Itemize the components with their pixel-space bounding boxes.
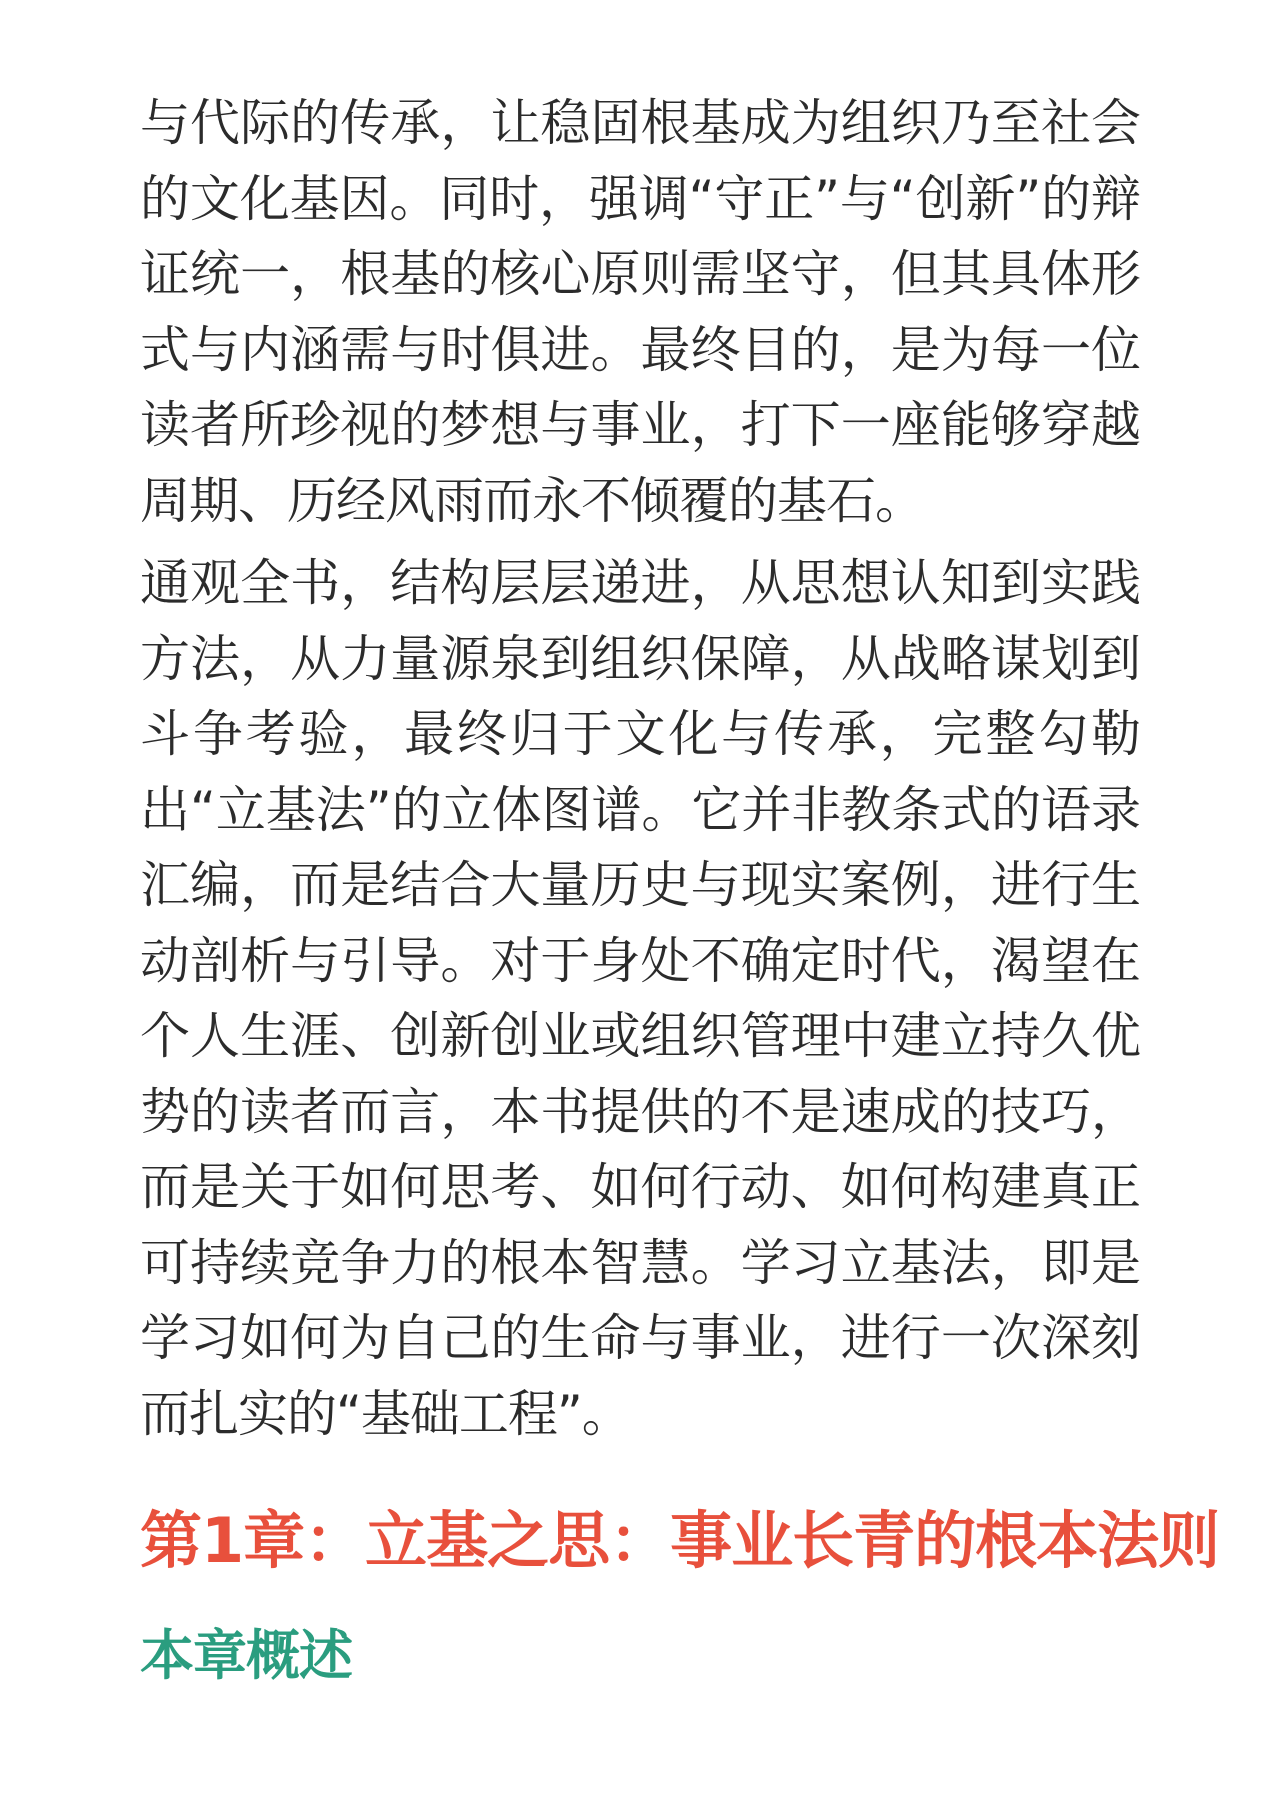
section-title: 本章概述 bbox=[140, 1624, 352, 1687]
chapter-title: 第1章：立基之思：事业长青的根本法则 bbox=[140, 1504, 1220, 1577]
body-paragraph-1: 与代际的传承，让稳固根基成为组织乃至社会的文化基因。同时，强调“守正”与“创新”的辩证统一，根基的核心原则需坚守，但其具体形式与内涵需与时俱进。最终目的，是为每一位读者所珍视的梦想与事业，打下一座能够穿越周期、历经风雨而永不倾覆的基石。 bbox=[140, 94, 1140, 530]
page-content bbox=[140, 86, 1220, 1696]
body-paragraph-2: 通观全书，结构层层递进，从思想认知到实践方法，从力量源泉到组织保障，从战略谋划到斗争考验，最终归于文化与传承，完整勾勒出“立基法”的立体图谱。它并非教条式的语录汇编，而是结合大量历史与现实案例，进行生动剖析与引导。对于身处不确定时代，渴望在个人生涯、创新创业或组织管理中建立持久优势的读者而言，本书提供的不是速成的技巧，而是关于如何思考、如何行动、如何构建真正可持续竞争力的根本智慧。学习立基法，即是学习如何为自己的生命与事业，进行一次深刻而扎实的“基础工程”。 bbox=[140, 554, 1140, 1443]
